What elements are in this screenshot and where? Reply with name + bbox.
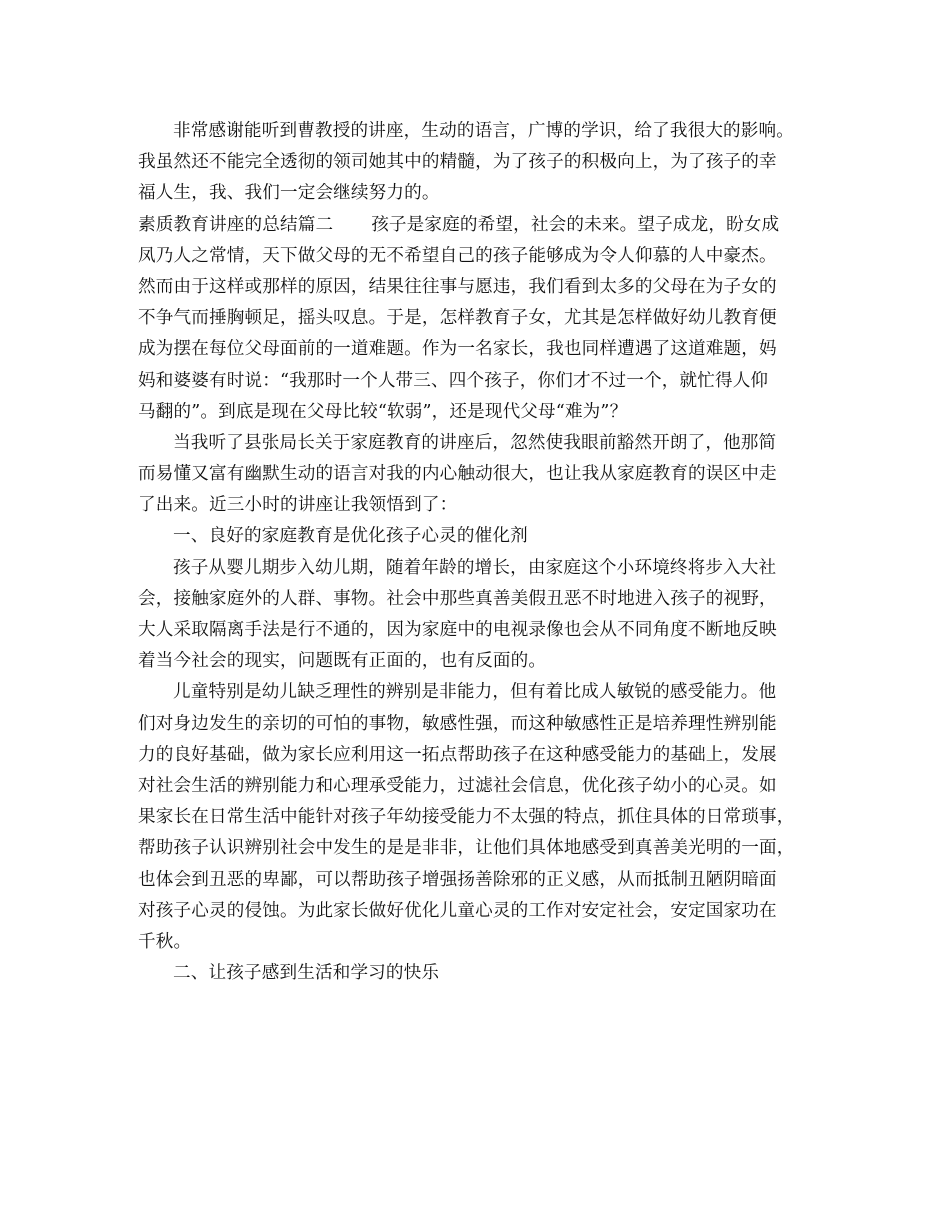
- section-block: [138, 210, 818, 428]
- text-line: 成为摆在每位父母面前的一道难题。作为一名家长，我也同样遭遇了这道难题，妈: [138, 339, 777, 360]
- subheading-2: [138, 958, 818, 989]
- paragraph-1: [138, 116, 818, 210]
- section-heading: 素质教育讲座的总结篇二: [138, 214, 334, 235]
- paragraph-infant: [138, 553, 818, 678]
- text-line: 千秋。: [138, 931, 192, 952]
- text-line: 着当今社会的现实，问题既有正面的，也有反面的。: [138, 651, 547, 672]
- subheading-text: 一、良好的家庭教育是优化孩子心灵的催化剂: [173, 526, 528, 547]
- document-page: [138, 116, 818, 989]
- text-line: 而易懂又富有幽默生动的语言对我的内心触动很大，也让我从家庭教育的误区中走: [138, 464, 777, 485]
- text-line: 果家长在日常生活中能针对孩子年幼接受能力不太强的特点，抓住具体的日常琐事，: [138, 807, 795, 828]
- text-line: 然而由于这样或那样的原因，结果往往事与愿违，我们看到太多的父母在为子女的: [138, 276, 777, 297]
- text-line: 孩子从婴儿期步入幼儿期，随着年龄的增长，由家庭这个小环境终将步入大社: [173, 557, 777, 578]
- text-line: 福人生，我、我们一定会继续努力的。: [138, 183, 440, 204]
- section-first-line: 孩子是家庭的希望，社会的未来。望子成龙，盼女成: [371, 214, 780, 235]
- text-line: 了出来。近三小时的讲座让我领悟到了：: [138, 495, 458, 516]
- subheading-1: [138, 521, 818, 552]
- text-line: 凤乃人之常情，天下做父母的无不希望自己的孩子能够成为令人仰慕的人中豪杰。: [138, 245, 777, 266]
- text-line: 大人采取隔离手法是行不通的，因为家庭中的电视录像也会从不同角度不断地反映: [138, 620, 777, 640]
- paragraph-children: [138, 677, 818, 958]
- text-line: 我虽然还不能完全透彻的领司她其中的精髓，为了孩子的积极向上，为了孩子的幸: [138, 152, 777, 173]
- text-line: 对孩子心灵的侵蚀。为此家长做好优化儿童心灵的工作对安定社会，安定国家功在: [138, 900, 777, 921]
- text-line: 会，接触家庭外的人群、事物。社会中那些真善美假丑恶不时地进入孩子的视野，: [138, 588, 777, 609]
- paragraph-lecture-intro: [138, 428, 818, 522]
- text-line: 非常感谢能听到曹教授的讲座，生动的语言，广博的学识，给了我很大的影响。: [173, 121, 795, 141]
- text-line: 当我听了县张局长关于家庭教育的讲座后，忽然使我眼前豁然开朗了，他那简: [173, 432, 777, 453]
- text-line: 们对身边发生的亲切的可怕的事物，敏感性强，而这种敏感性正是培养理性辨别能: [138, 713, 777, 734]
- text-line: 对社会生活的辨别能力和心理承受能力，过滤社会信息，优化孩子幼小的心灵。如: [138, 775, 777, 796]
- text-line: 也体会到丑恶的卑鄙，可以帮助孩子增强扬善除邪的正义感，从而抵制丑陋阴暗面: [138, 869, 777, 890]
- text-line: 力的良好基础，做为家长应利用这一拓点帮助孩子在这种感受能力的基础上，发展: [138, 744, 777, 765]
- text-line: 妈和婆婆有时说：“我那时一个人带三、四个孩子，你们才不过一个，就忙得人仰: [138, 370, 769, 391]
- text-line: 儿童特别是幼儿缺乏理性的辨别是非能力，但有着比成人敏锐的感受能力。他: [173, 682, 777, 703]
- text-line: 帮助孩子认识辨别社会中发生的是是非非，让他们具体地感受到真善美光明的一面，: [138, 838, 795, 859]
- text-line: 马翻的”。到底是现在父母比较“软弱”，还是现代父母“难为”？: [138, 401, 628, 422]
- subheading-text: 二、让孩子感到生活和学习的快乐: [173, 963, 440, 984]
- text-line: 不争气而捶胸顿足，摇头叹息。于是，怎样教育子女，尤其是怎样做好幼儿教育便: [138, 308, 777, 329]
- section-heading-line: [138, 210, 818, 241]
